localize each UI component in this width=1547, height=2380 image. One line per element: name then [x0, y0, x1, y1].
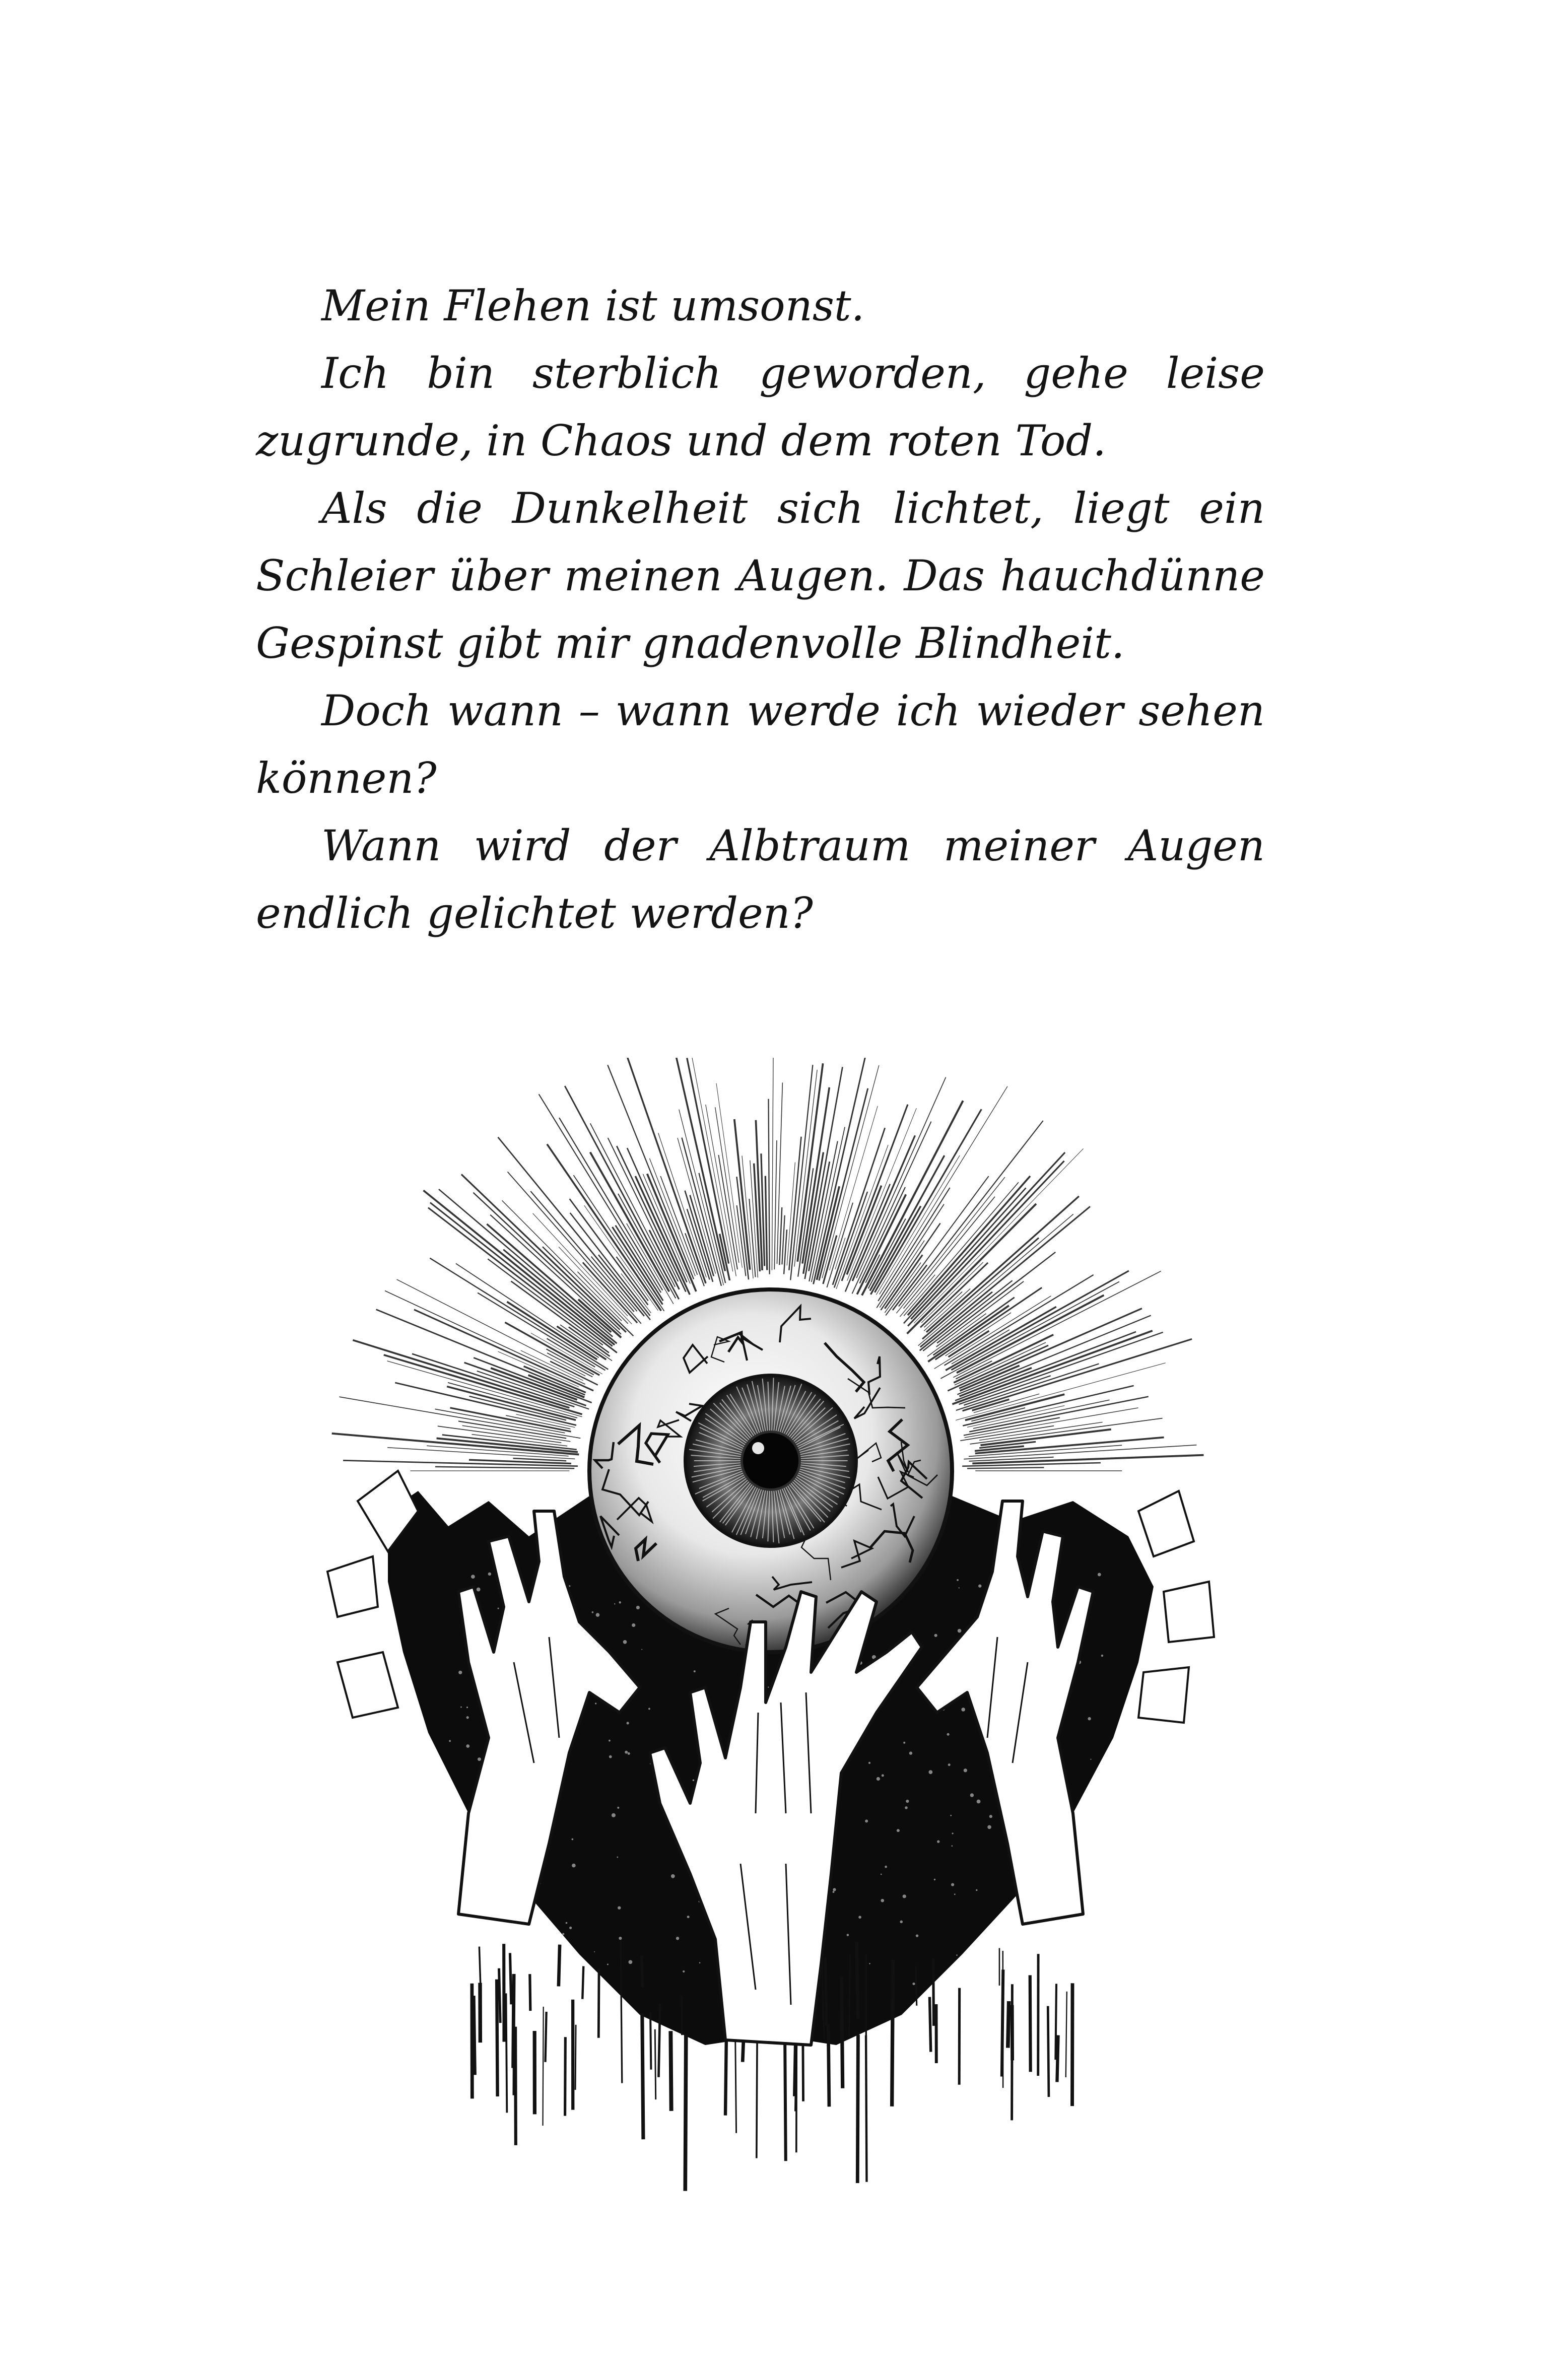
paragraph-3: Als die Dunkelheit sich lichtet, liegt ein Schleier über meinen Augen. Das hauchdünne Gespinst gibt mir gnadenvolle Blindheit.	[256, 484, 1265, 668]
paragraph-2: Ich bin sterblich geworden, gehe leise zugrunde, in Chaos und dem roten Tod.	[256, 349, 1265, 465]
paragraph-4: Doch wann – wann werde ich wieder sehen können?	[256, 686, 1265, 803]
paragraph-5: Wann wird der Albtraum meiner Augen endlich gelichtet werden?	[256, 821, 1265, 938]
paragraph-1: Mein Flehen ist umsonst.	[321, 281, 865, 330]
eyeball	[589, 1289, 952, 1652]
eye-illustration-svg	[207, 1058, 1335, 2206]
eye-illustration	[207, 1058, 1335, 2206]
body-text	[256, 272, 1265, 947]
